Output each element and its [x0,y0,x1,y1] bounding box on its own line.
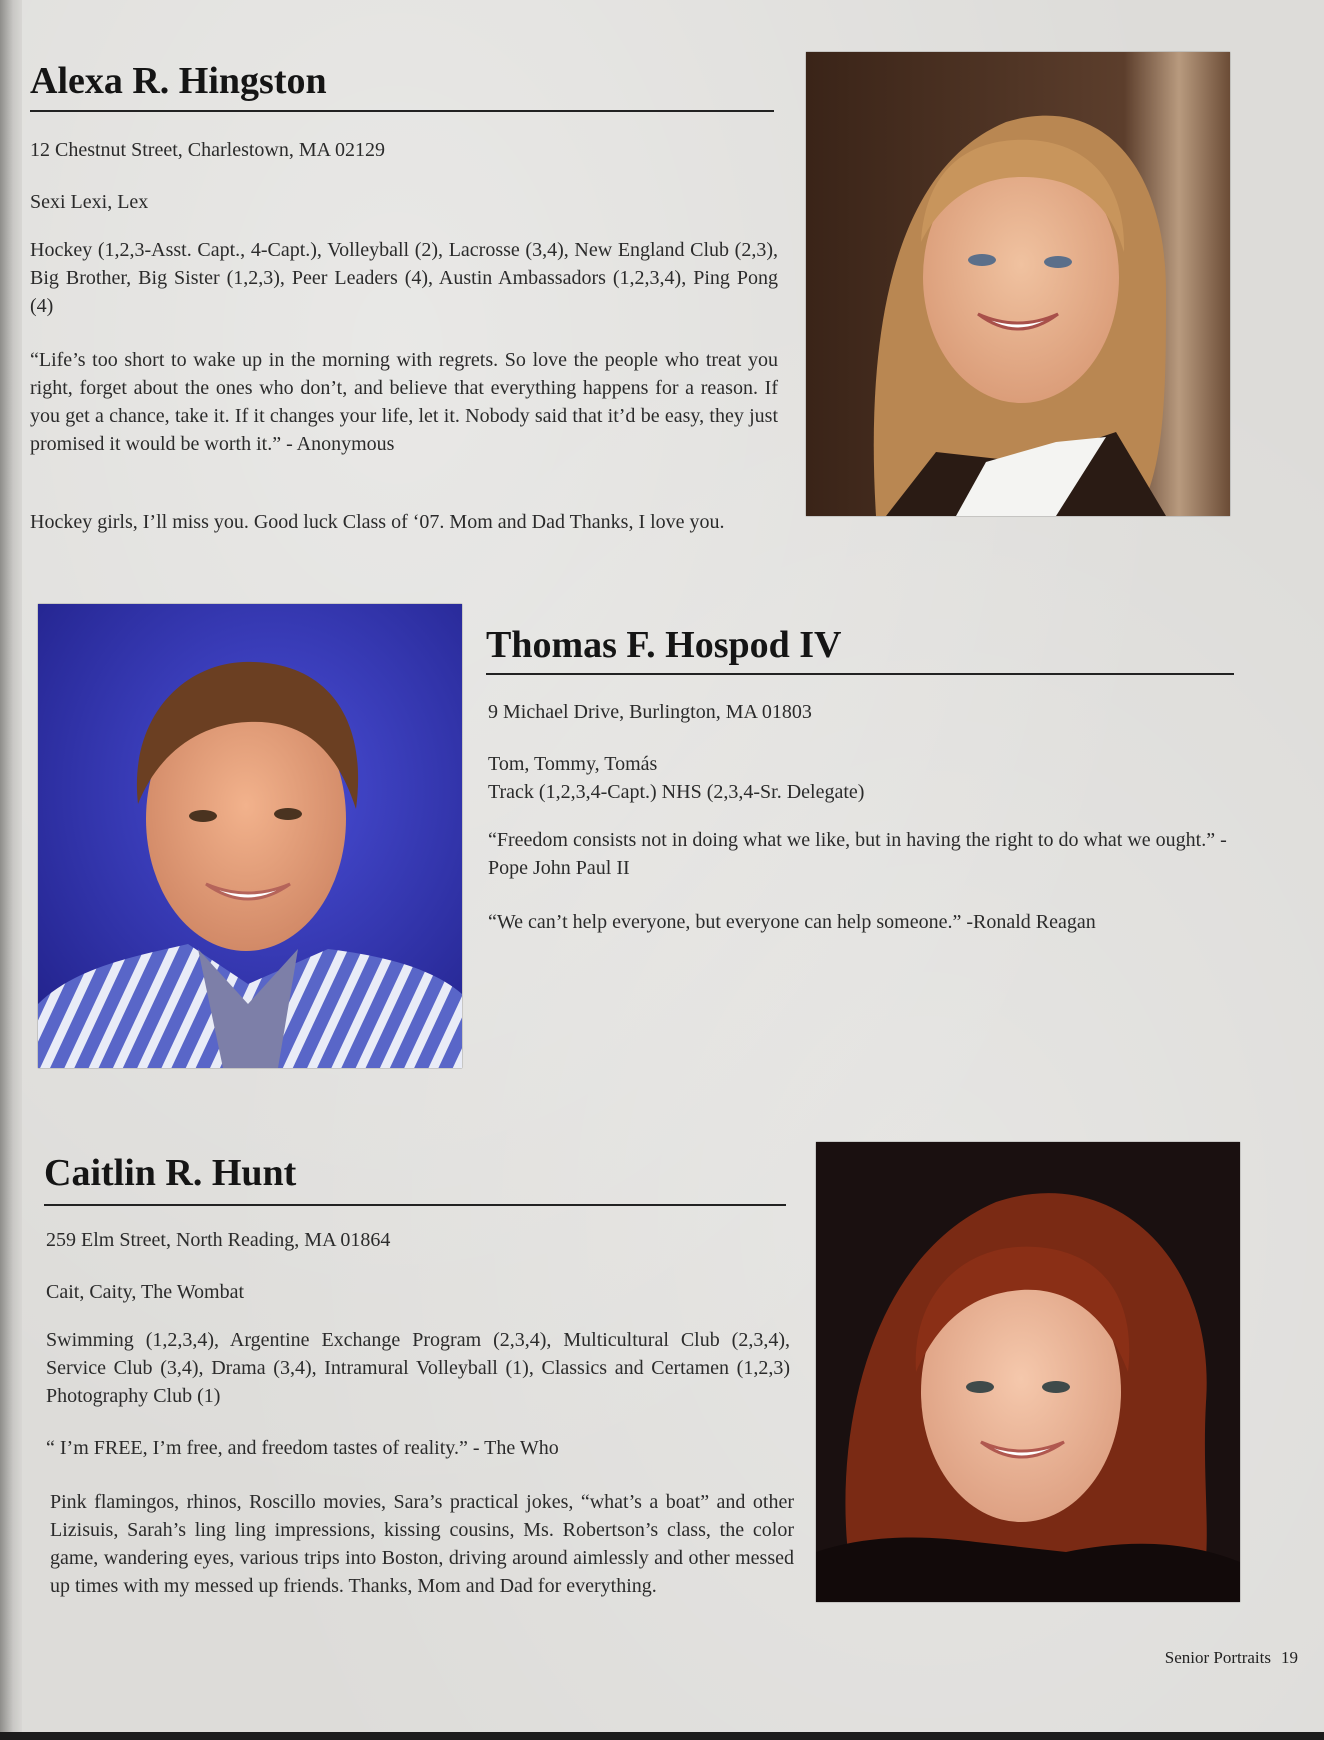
name-underline [30,110,774,112]
senior-activities: Hockey (1,2,3-Asst. Capt., 4-Capt.), Volleyball (2), Lacrosse (3,4), New England Club (2,3), Big Brother, Big Sister (1,2,3), Peer Leaders (4), Austin Ambassadors (1,2,3,4), Ping Pong (4) [30,239,778,317]
page-bottom-edge [0,1732,1324,1740]
senior-message: Hockey girls, I’ll miss you. Good luck Class of ‘07. Mom and Dad Thanks, I love you. [30,511,725,533]
page-number: 19 [1281,1648,1298,1667]
page-footer [1165,1648,1298,1668]
senior-name: Alexa R. Hingston [30,60,327,102]
name-underline [486,673,1234,675]
name-underline [44,1204,786,1206]
senior-quote: “ I’m FREE, I’m free, and freedom tastes of reality.” - The Who [46,1437,559,1459]
senior-address: 9 Michael Drive, Burlington, MA 01803 [488,701,812,723]
senior-name: Thomas F. Hospod IV [486,624,842,666]
footer-section-title: Senior Portraits [1164,1648,1271,1667]
senior-address: 12 Chestnut Street, Charlestown, MA 02129 [30,139,385,161]
senior-nicknames: Tom, Tommy, Tomás [488,753,658,775]
portrait-photo [38,604,462,1068]
senior-activities: Swimming (1,2,3,4), Argentine Exchange Program (2,3,4), Multicultural Club (2,3,4), Service Club (3,4), Drama (3,4), Intramural Volleyball (1), Classics and Certamen (1,2,3) Photography Club (1) [46,1329,790,1407]
senior-activities: Track (1,2,3,4-Capt.) NHS (2,3,4-Sr. Delegate) [488,781,865,803]
page-binding-edge [0,0,22,1740]
senior-nicknames: Cait, Caity, The Wombat [46,1281,244,1303]
senior-quote: “Life’s too short to wake up in the morning with regrets. So love the people who treat you right, forget about the ones who don’t, and believe that everything happens for a reason. If you get a chance, take it. If it changes your life, let it. Nobody said that it’d be easy, they just promised it would be worth it.” - Anonymous [30,349,778,455]
senior-quote: “Freedom consists not in doing what we like, but in having the right to do what we ought.” - Pope John Paul II [488,829,1227,879]
portrait-photo [816,1142,1240,1602]
senior-quote-2: “We can’t help everyone, but everyone can help someone.” -Ronald Reagan [488,911,1096,933]
portrait-photo [806,52,1230,516]
senior-address: 259 Elm Street, North Reading, MA 01864 [46,1229,391,1251]
senior-nicknames: Sexi Lexi, Lex [30,191,149,213]
senior-message: Pink flamingos, rhinos, Roscillo movies, Sara’s practical jokes, “what’s a boat” and other Lizisuis, Sarah’s ling ling impressions, kissing cousins, Ms. Robertson’s class, the color game, wandering eyes, various trips into Boston, driving around aimlessly and other messed up times with my messed up friends. Thanks, Mom and Dad for everything. [50,1491,794,1597]
senior-name: Caitlin R. Hunt [44,1152,297,1194]
